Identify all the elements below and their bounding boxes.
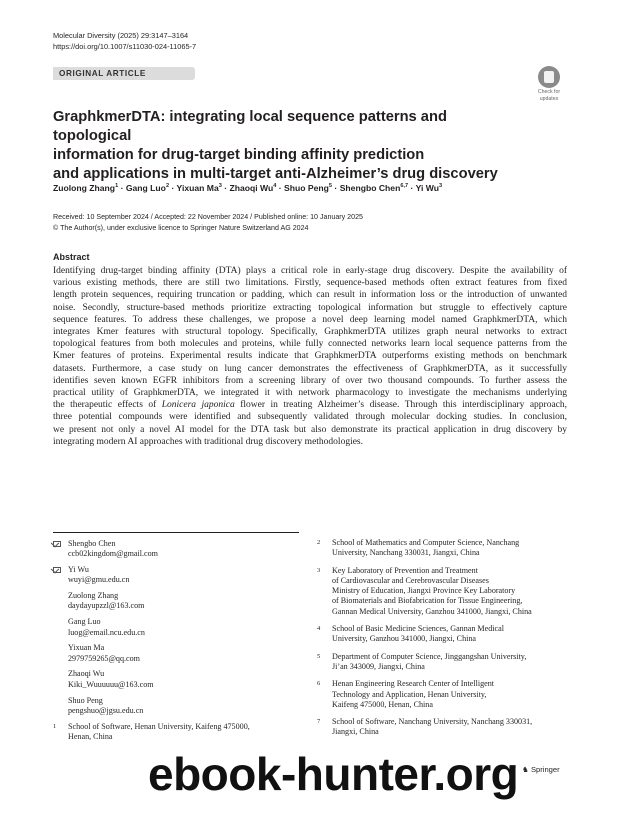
watermark: ebook-hunter.org — [148, 748, 519, 800]
author-list — [53, 180, 573, 194]
author-affiliation-mark: 3 — [439, 183, 443, 189]
author-name[interactable]: Shuo Peng — [284, 182, 329, 193]
affiliation-line: Kaifeng 475000, Henan, China — [332, 699, 433, 709]
check-updates-icon — [538, 66, 560, 88]
contact-name: Shengbo Chen — [68, 539, 116, 548]
affiliation-number: 3 — [317, 566, 321, 574]
affiliation-line: Key Laboratory of Prevention and Treatment — [332, 565, 478, 575]
affiliation-line: University, Nanchang 330031, Jiangxi, China — [332, 548, 480, 558]
abstract-line: integrating modern AI approaches with traditional drug discovery methodologies. — [53, 436, 363, 447]
affiliation-entry — [317, 652, 572, 673]
footnotes-right-column — [317, 538, 572, 745]
contact-entry — [53, 539, 303, 560]
journal-citation: Molecular Diversity (2025) 29:3147–3164 — [53, 31, 189, 40]
abstract-line: Kmer features of proteins. Experimental results indicate that GraphkmerDTA outperforms existing methods on benchmark — [53, 351, 567, 362]
affiliation-entry — [317, 538, 572, 559]
contact-email[interactable]: 2979759265@qq.com — [68, 653, 140, 663]
contact-entry — [53, 696, 303, 717]
species-name: Lonicera japonica — [161, 400, 235, 411]
contact-name: Zhaoqi Wu — [68, 669, 105, 679]
contact-entry — [53, 591, 303, 612]
author-affiliation-mark: 2 — [165, 183, 170, 189]
affiliation-number: 4 — [317, 625, 321, 633]
contact-name: Zuolong Zhang — [68, 591, 119, 601]
contact-name: Yi Wu — [68, 565, 89, 575]
author-name[interactable]: Zuolong Zhang — [53, 182, 116, 193]
abstract-line: Identifying drug-target binding affinity (DTA) plays a critical role in early-stage drug discovery. Despite the availability of — [53, 266, 567, 276]
abstract-line: length protein sequences, requiring truncation or padding, which can result in information loss or the introduction of unwanted — [53, 290, 567, 301]
contact-email[interactable]: ccb02kingdom@gmail.com — [68, 549, 158, 559]
abstract-body — [53, 265, 567, 448]
author-separator: · — [408, 182, 416, 193]
author-separator: · — [221, 182, 230, 193]
title-line: information for drug-target binding affinity prediction — [53, 147, 425, 163]
author-separator: · — [332, 182, 340, 193]
affiliation-entry — [53, 722, 303, 743]
affiliation-number: 7 — [317, 718, 321, 726]
affiliation-number: 2 — [317, 539, 321, 546]
check-for-updates-badge[interactable] — [532, 66, 566, 100]
contact-email[interactable]: luog@email.ncu.edu.cn — [68, 627, 145, 637]
author-affiliation-mark: 6,7 — [400, 183, 409, 189]
affiliation-line: Ministry of Education, Jiangxi Province Key Laboratory — [332, 586, 516, 596]
author-affiliation-mark: 1 — [115, 183, 119, 189]
contact-email[interactable]: pengshuo@jgsu.edu.cn — [68, 705, 144, 715]
author-affiliation-mark: 4 — [273, 183, 277, 189]
abstract-line: sequence features. To address these challenges, we propose a novel deep learning model named GraphkmerDTA, which — [53, 314, 567, 325]
contact-entry — [53, 669, 303, 690]
abstract-line: the therapeutic effects of Lonicera japonica flower in treating Alzheimer’s disease. Through this interdisciplinary approach, — [53, 400, 568, 411]
affiliation-line: School of Software, Henan University, Kaifeng 475000, — [68, 721, 250, 731]
article-type-label: ORIGINAL ARTICLE — [53, 67, 195, 80]
article-title — [53, 108, 523, 184]
affiliation-entry — [317, 717, 572, 738]
contact-entry — [53, 565, 303, 586]
affiliation-entry — [317, 624, 572, 645]
contact-email[interactable]: daydayupzzl@163.com — [68, 601, 145, 611]
envelope-icon — [53, 567, 61, 573]
author-affiliation-mark: 5 — [328, 183, 333, 189]
contact-entry — [53, 617, 303, 638]
publisher-name: Springer — [530, 765, 560, 774]
title-line: and applications in multi-target anti-Alzheimer’s drug discovery — [53, 166, 498, 182]
affiliation-number: 6 — [317, 680, 321, 688]
check-updates-label-2: updates — [539, 96, 559, 102]
footnote-divider — [53, 532, 299, 533]
author-separator: · — [276, 182, 285, 193]
affiliation-line: Department of Computer Science, Jinggangshan University, — [332, 651, 527, 661]
contact-email[interactable]: wuyi@gmu.edu.cn — [68, 575, 130, 585]
contact-name: Gang Luo — [68, 617, 101, 627]
author-affiliation-mark: 3 — [218, 183, 222, 189]
affiliation-number: 1 — [53, 722, 57, 730]
author-name[interactable]: Shengbo Chen — [339, 182, 401, 193]
contact-email[interactable]: Kiki_Wuuuuuu@163.com — [68, 679, 154, 689]
affiliation-line: University, Ganzhou 341000, Jiangxi, China — [332, 634, 477, 644]
contact-entry — [53, 643, 303, 664]
affiliation-line: Technology and Application, Henan University, — [332, 689, 487, 699]
author-name[interactable]: Yi Wu — [415, 182, 439, 193]
footnotes-left-column — [53, 539, 303, 748]
publication-dates — [53, 212, 363, 233]
author-name[interactable]: Yixuan Ma — [176, 182, 219, 193]
author-name[interactable]: Zhaoqi Wu — [229, 182, 274, 193]
affiliation-line: School of Software, Nanchang University, Nanchang 330031, — [332, 717, 533, 727]
journal-header — [53, 30, 196, 52]
abstract-heading: Abstract — [53, 252, 90, 262]
springer-horse-icon: ♞ — [522, 765, 529, 774]
affiliation-line: School of Mathematics and Computer Science, Nanchang — [332, 538, 520, 547]
affiliation-line: of Biomaterials and Biofabrication for Tissue Engineering, — [332, 596, 523, 606]
abstract-line: datasets. Furthermore, a case study on lung cancer demonstrates the effectiveness of GraphkmerDTA, as it successfully — [53, 363, 567, 374]
contact-name: Yixuan Ma — [68, 643, 105, 653]
copyright-line: © The Author(s), under exclusive licence to Springer Nature Switzerland AG 2024 — [53, 223, 309, 232]
abstract-line: integrates Kmer features with structural topology. Specifically, GraphkmerDTA utilizes graph neural networks to extract — [53, 327, 567, 338]
envelope-icon — [53, 541, 61, 547]
doi-link[interactable]: https://doi.org/10.1007/s11030-024-11065-7 — [53, 42, 197, 51]
abstract-line: noise. Secondly, structure-based methods prioritize extracting topological information but struggle to effectively capture — [53, 302, 567, 313]
abstract-line: various existing methods, there are still two limitations. Firstly, sequence-based methods often extract features from fixed — [53, 278, 567, 289]
abstract-line: topological features from both molecules and proteins, while fully connected networks learn local sequence patterns from the — [53, 339, 567, 350]
author-name[interactable]: Gang Luo — [125, 182, 166, 193]
author-separator: · — [118, 182, 126, 193]
affiliation-line: Ji’an 343009, Jiangxi, China — [332, 661, 425, 671]
affiliation-line: Jiangxi, China — [332, 727, 379, 737]
affiliation-line: Henan, China — [68, 731, 113, 741]
affiliation-entry — [317, 679, 572, 710]
title-line: GraphkmerDTA: integrating local sequence patterns and topological — [53, 109, 447, 144]
author-separator: · — [169, 182, 177, 193]
publisher-logo — [522, 765, 560, 774]
check-updates-label-1: Check for — [537, 89, 561, 95]
dates-line: Received: 10 September 2024 / Accepted: 22 November 2024 / Published online: 10 January 2025 — [53, 213, 363, 221]
affiliation-entry — [317, 566, 572, 617]
affiliation-line: of Cardiovascular and Cerebrovascular Diseases — [332, 575, 489, 585]
abstract-line: identifies seven known EGFR inhibitors from a screening library of over two thousand compounds. To further assess the — [53, 375, 567, 386]
abstract-line: practical utility of GraphkmerDTA, we integrated it with network pharmacology to investigate the mechanisms underlying — [53, 388, 567, 399]
abstract-line: we present not only a novel AI model for the DTA task but also demonstrate its practical application in drug discovery by — [53, 424, 567, 435]
affiliation-number: 5 — [317, 652, 321, 660]
affiliation-line: School of Basic Medicine Sciences, Gannan Medical — [332, 624, 504, 634]
abstract-line: three potential compounds were identified and subsequently validated through molecular docking studies. In conclusion, — [53, 412, 567, 423]
affiliation-line: Gannan Medical University, Ganzhou 341000, Jiangxi, China — [332, 606, 532, 616]
affiliation-line: Henan Engineering Research Center of Intelligent — [332, 679, 495, 689]
contact-name: Shuo Peng — [68, 695, 103, 705]
